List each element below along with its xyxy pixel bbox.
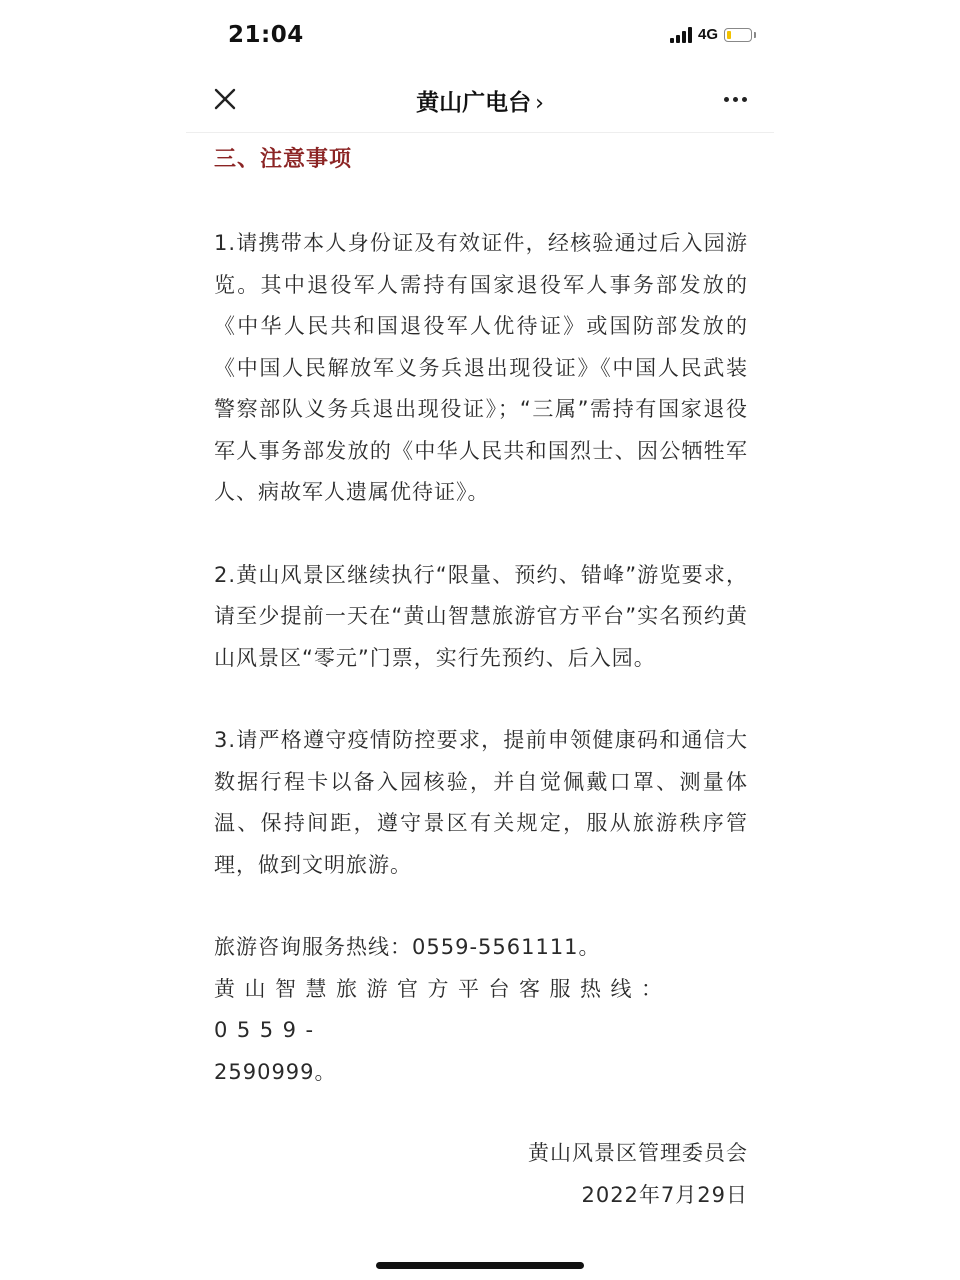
battery-icon [724, 28, 752, 42]
notice-item-1: 1.请携带本人身份证及有效证件，经核验通过后入园游览。其中退役军人需持有国家退役军人事务部发放的《中华人民共和国退役军人优待证》或国防部发放的《中国人民解放军义务兵退出现役证》《中国人民武装警察部队义务兵退出现役证》；“三属”需持有国家退役军人事务部发放的《中华人民共和国烈士、因公牺牲军人、病故军人遗属优待证》。 [214, 231, 748, 504]
section-heading: 三、注意事项 [214, 147, 353, 172]
nav-bar [186, 68, 774, 133]
article-body [214, 140, 748, 1216]
signature-date: 2022年7月29日 [581, 1182, 748, 1207]
status-bar [186, 14, 774, 58]
account-title-link[interactable] [186, 84, 774, 117]
platform-hotline: 黄山智慧旅游官方平台客服热线：0559- [214, 976, 672, 1042]
signature [214, 1133, 748, 1216]
signature-org: 黄山风景区管理委员会 [528, 1141, 748, 1165]
more-icon [724, 97, 729, 102]
account-name: 黄山广电台 [416, 90, 532, 116]
notice-item-2: 2.黄山风景区继续执行“限量、预约、错峰”游览要求，请至少提前一天在“黄山智慧旅游官方平台”实名预约黄山风景区“零元”门票，实行先预约、后入园。 [214, 562, 748, 670]
status-time: 21:04 [228, 22, 304, 48]
notice-item-3: 3.请严格遵守疫情防控要求，提前申领健康码和通信大数据行程卡以备入园核验，并自觉佩戴口罩、测量体温、保持间距，遵守景区有关规定，服从旅游秩序管理，做到文明旅游。 [214, 728, 748, 877]
signal-icon [670, 27, 692, 43]
platform-hotline-number: 2590999。 [214, 1059, 337, 1084]
tourism-hotline: 旅游咨询服务热线：0559-5561111。 [214, 935, 601, 959]
contact-info [214, 927, 748, 1093]
network-type: 4G [697, 26, 718, 43]
chevron-right-icon: › [535, 91, 544, 116]
more-button[interactable] [718, 88, 752, 110]
home-indicator[interactable] [376, 1262, 584, 1269]
status-icons [670, 26, 752, 43]
